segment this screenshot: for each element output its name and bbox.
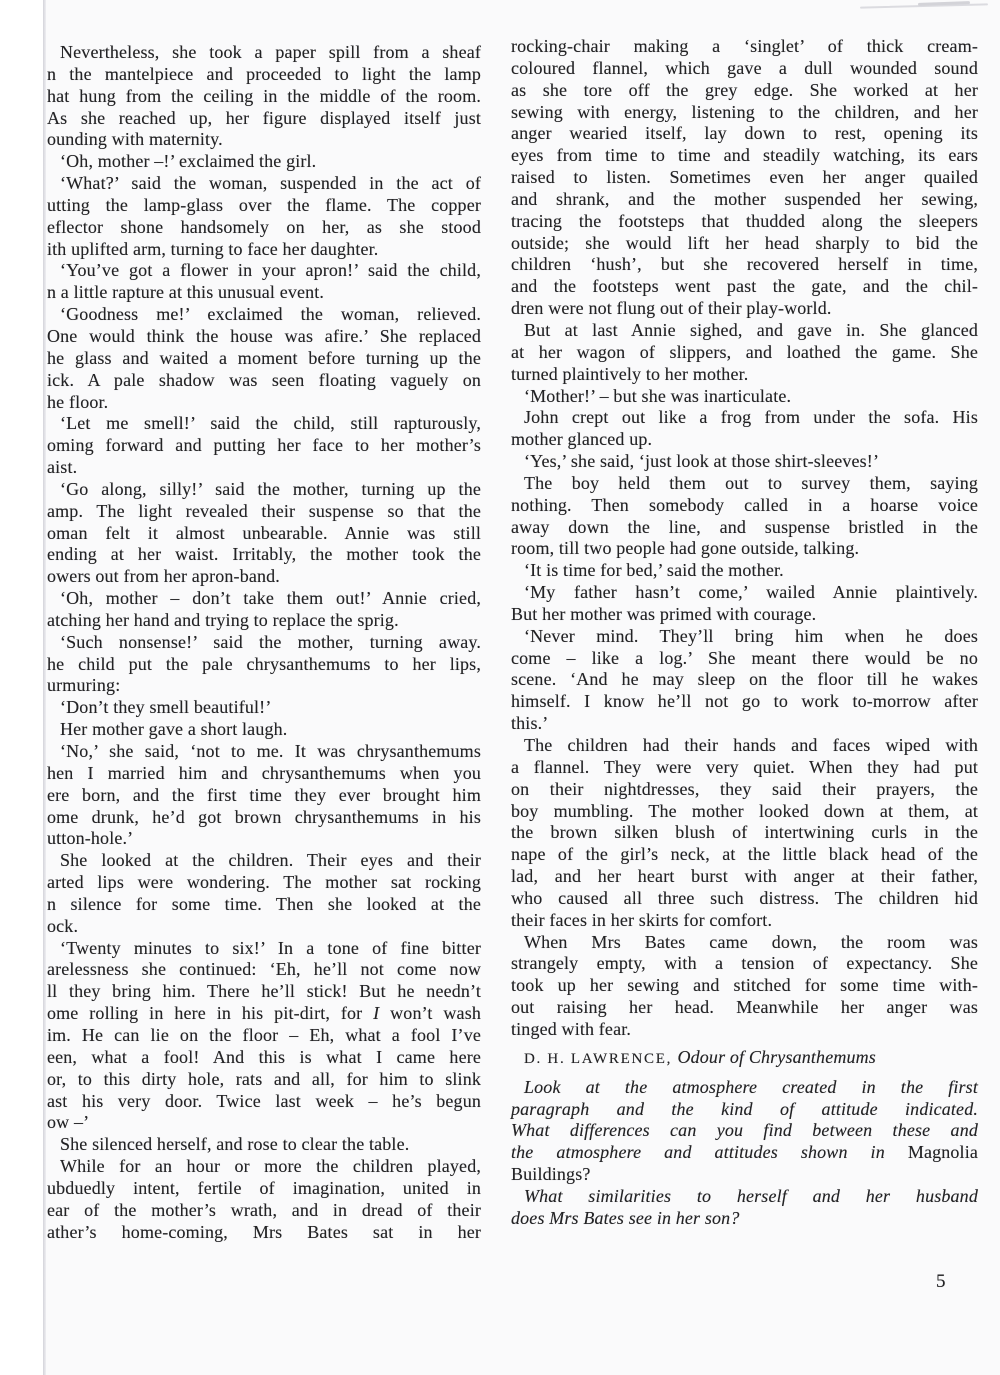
text-line [47, 217, 481, 239]
body-text: urmuring: [47, 675, 121, 696]
text-line [511, 102, 978, 124]
text-line [47, 42, 481, 64]
body-text: ‘Don’t they smell beautiful!’ [60, 697, 272, 718]
text-line [511, 713, 978, 735]
body-text: scene. ‘And he may sleep on the floor till he wakes [511, 669, 978, 690]
text-line [511, 429, 978, 451]
text-line [511, 735, 978, 757]
body-text: utting the lamp-glass over the flame. The copper [47, 194, 481, 215]
body-text: tracing the footsteps that thudded along the sleepers [511, 210, 978, 231]
text-line [47, 86, 481, 108]
body-text: The children had their hands and faces wiped with [524, 735, 978, 755]
body-text: ast his very door. Twice last week – he’s begun [47, 1090, 481, 1111]
body-text: raised to listen. Sometimes even her anger quailed [511, 167, 978, 188]
text-line [511, 145, 978, 167]
body-text: ‘Let me smell!’ said the child, still rapturously, [60, 413, 481, 434]
text-line [511, 1208, 978, 1230]
body-text: Magnolia [907, 1142, 978, 1163]
body-text: ow –’ [47, 1112, 90, 1133]
body-text: aist. [47, 457, 78, 478]
body-text: ‘Mother!’ – but she was inarticulate. [524, 385, 792, 406]
text-line [47, 981, 481, 1003]
text-line [511, 254, 978, 276]
text-line [47, 632, 481, 654]
body-text: he floor. [47, 391, 109, 412]
text-line [511, 517, 978, 539]
body-text: ather’s home-coming, Mrs Bates sat in her [47, 1221, 481, 1242]
text-line [47, 1047, 481, 1069]
text-line [47, 173, 481, 195]
text-line [511, 888, 978, 910]
body-text: ‘Twenty minutes to six!’ In a tone of fine bitter [60, 937, 481, 958]
text-line [511, 386, 978, 408]
body-text: at her wagon of slippers, and loathed the game. She [511, 341, 978, 362]
body-text: ‘My father hasn’t come,’ wailed Annie plaintively. [524, 582, 978, 603]
text-line [47, 435, 481, 457]
body-text: What differences can you find between these and [511, 1120, 978, 1141]
body-text: eyes from time to time and steadily watching, its ears [511, 145, 978, 166]
text-line [47, 501, 481, 523]
text-line [511, 36, 978, 58]
text-line [511, 233, 978, 255]
text-line [47, 719, 481, 741]
text-line [511, 1099, 978, 1121]
text-line [511, 560, 978, 582]
text-line [511, 822, 978, 844]
body-text: outside; she would lift her head sharply to bid the [511, 232, 978, 253]
body-text: ‘No,’ she said, ‘not to me. It was chrysanthemums [60, 741, 481, 761]
page-edge-line [43, 0, 46, 1375]
body-text: She looked at the children. Their eyes and their [60, 850, 481, 871]
text-line [47, 1178, 481, 1200]
body-text: hen I married him and chrysanthemums when you [47, 762, 481, 783]
text-line [511, 648, 978, 670]
text-line [47, 64, 481, 86]
body-text: ‘Oh, mother –!’ exclaimed the girl. [60, 151, 317, 172]
body-text: ‘Such nonsense!’ said the mother, turning away. [60, 631, 481, 652]
body-text: ome rolling in here in his pit-dirt, for [47, 1003, 374, 1024]
text-line [511, 1077, 978, 1099]
body-text: When Mrs Bates came down, the room was [524, 931, 978, 952]
body-text: Nevertheless, she took a paper spill from a sheaf [60, 42, 481, 62]
body-text: dren were not flung out of their play-world. [511, 298, 832, 319]
text-line [47, 129, 481, 151]
body-text: oman felt it almost unbearable. Annie was still [47, 522, 481, 543]
text-line [511, 320, 978, 342]
body-text: lad, and her heart burst with anger at their father, [511, 866, 978, 887]
text-line [511, 1142, 978, 1164]
body-text: won’t wash [379, 1003, 481, 1024]
body-text: children ‘hush’, but she recovered herself in time, [511, 254, 978, 275]
body-text: amp. The light revealed their suspense so that the [47, 500, 481, 521]
text-line [47, 544, 481, 566]
text-line [511, 866, 978, 888]
text-line [511, 691, 978, 713]
body-text: out raising her head. Meanwhile her anger was [511, 997, 978, 1018]
italic-text: I [373, 1003, 380, 1024]
text-line [47, 959, 481, 981]
body-text: arelessness she continued: ‘Eh, he’ll not come now [47, 959, 481, 980]
body-text: What similarities to herself and her husband [524, 1185, 978, 1206]
text-line [47, 588, 481, 610]
text-line [511, 451, 978, 473]
body-text: does Mrs Bates see in her son? [511, 1207, 740, 1228]
body-text: But her mother was primed with courage. [511, 603, 817, 624]
body-text: paragraph and the kind of attitude indicated. [511, 1098, 978, 1119]
body-text: he child put the pale chrysanthemums to her lips, [47, 653, 481, 674]
text-line [47, 610, 481, 632]
body-text: ll they bring him. There he’ll stick! But he needn’t [47, 981, 481, 1002]
body-text: But at last Annie sighed, and gave in. She glanced [524, 319, 978, 340]
body-text: n the mantelpiece and proceeded to light the lamp [47, 63, 481, 84]
body-text: ere born, and the first time they ever brought him [47, 784, 481, 805]
body-text: ‘Go along, silly!’ said the mother, turning up the [60, 478, 481, 499]
text-line [47, 1025, 481, 1047]
text-line [47, 326, 481, 348]
text-line [47, 260, 481, 282]
body-text: away down the line, and suspense bristled in the [511, 516, 978, 537]
body-text: een, what a fool! And this is what I came here [47, 1046, 481, 1067]
text-line [47, 654, 481, 676]
body-text: owers out from her apron-band. [47, 566, 280, 587]
body-text: ‘What?’ said the woman, suspended in the act of [60, 173, 481, 194]
text-line [47, 479, 481, 501]
body-text: or, to this dirty hole, rats and all, for him to slink [47, 1068, 481, 1089]
body-text: Her mother gave a short laugh. [60, 719, 288, 740]
body-text: ick. A pale shadow was seen floating vaguely on [47, 369, 481, 390]
body-text: While for an hour or more the children played, [60, 1156, 481, 1177]
text-line [511, 1120, 978, 1142]
body-text: ‘Never mind. They’ll bring him when he does [524, 625, 978, 646]
text-line [47, 938, 481, 960]
text-line [511, 844, 978, 866]
body-text: utton-hole.’ [47, 828, 134, 849]
text-line [47, 828, 481, 850]
text-line [47, 741, 481, 763]
body-text: ear of the mother’s wrath, and in dread of their [47, 1199, 481, 1220]
text-line [511, 997, 978, 1019]
text-line [511, 669, 978, 691]
body-text: ounding with maternity. [47, 129, 223, 150]
text-line [47, 1156, 481, 1178]
scan-margin-strip [0, 0, 43, 1375]
text-line [511, 1186, 978, 1208]
text-line [47, 872, 481, 894]
body-text: boy mumbling. The mother looked down at them, at [511, 800, 978, 821]
body-text: sewing with energy, listening to the children, and her [511, 101, 978, 122]
body-text: hat hung from the ceiling in the middle of the room. [47, 85, 481, 106]
body-text: ith uplifted arm, turning to face her daughter. [47, 238, 379, 259]
text-line [47, 850, 481, 872]
text-line [47, 413, 481, 435]
text-line [47, 195, 481, 217]
text-line [511, 342, 978, 364]
text-line [47, 370, 481, 392]
text-line [47, 785, 481, 807]
text-line [47, 763, 481, 785]
body-text: and shrank, and the mother suspended her sewing, [511, 188, 978, 209]
text-line [511, 604, 978, 626]
body-text: eflector shone handsomely on her, as she stood [47, 216, 481, 237]
text-line [511, 1164, 978, 1186]
body-text: ‘Oh, mother – don’t take them out!’ Annie cried, [60, 588, 481, 609]
italic-text: the atmosphere and attitudes shown in [511, 1142, 908, 1163]
body-text: who caused all three such distress. The children hid [511, 887, 978, 908]
attribution-line [511, 1047, 978, 1071]
text-line [511, 276, 978, 298]
scan-smudge-mark [860, 1, 988, 10]
body-text: As she reached up, her figure displayed itself just [47, 107, 481, 128]
text-line [511, 975, 978, 997]
body-text: rocking-chair making a ‘singlet’ of thick cream- [511, 36, 978, 56]
text-line [47, 457, 481, 479]
text-line [511, 211, 978, 233]
body-text: atching her hand and trying to replace the sprig. [47, 609, 399, 630]
body-text: he glass and waited a moment before turning up the [47, 347, 481, 368]
body-text: oming forward and putting her face to her mother’s [47, 435, 481, 456]
body-text: arted lips were wondering. The mother sat rocking [47, 872, 481, 893]
body-text: ‘You’ve got a flower in your apron!’ said the child, [60, 260, 481, 281]
text-line [47, 1069, 481, 1091]
body-text: Look at the atmosphere created in the first [524, 1076, 978, 1097]
body-text: coloured flannel, which gave a dull wounded sound [511, 57, 978, 78]
text-line [511, 298, 978, 320]
text-line [511, 757, 978, 779]
text-line [511, 538, 978, 560]
text-line [511, 407, 978, 429]
text-line [47, 807, 481, 829]
text-line [511, 167, 978, 189]
left-column [47, 42, 481, 1243]
text-line [47, 348, 481, 370]
body-text: anger wearied itself, lay down to rest, opening its [511, 123, 978, 144]
text-line [511, 123, 978, 145]
body-text: ‘It is time for bed,’ said the mother. [524, 560, 784, 581]
body-text: himself. I know he’ll not go to work to-morrow after [511, 691, 978, 712]
body-text: strangely empty, with a tension of expectancy. She [511, 953, 978, 974]
body-text: nothing. Then somebody called in a hoarse voice [511, 494, 978, 515]
text-line [511, 932, 978, 954]
text-line [47, 1134, 481, 1156]
body-text: Buildings? [511, 1164, 591, 1185]
body-text: room, till two people had gone outside, talking. [511, 538, 860, 559]
author-name: D. H. LAWRENCE, [524, 1050, 678, 1067]
body-text: ‘Yes,’ she said, ‘just look at those shirt-sleeves!’ [524, 451, 880, 472]
body-text: turned plaintively to her mother. [511, 363, 749, 384]
text-line [47, 697, 481, 719]
text-line [511, 80, 978, 102]
text-line [47, 894, 481, 916]
body-text: a flannel. They were very quiet. When they had put [511, 756, 978, 777]
text-line [47, 239, 481, 261]
body-text: ock. [47, 915, 79, 936]
body-text: One would think the house was afire.’ She replaced [47, 325, 481, 346]
body-text: tinged with fear. [511, 1018, 632, 1039]
text-line [511, 801, 978, 823]
body-text: and the footsteps went past the gate, and the chil- [511, 276, 978, 297]
body-text: mother glanced up. [511, 429, 653, 450]
text-line [511, 1019, 978, 1041]
text-line [47, 282, 481, 304]
body-text: The boy held them out to survey them, saying [524, 472, 978, 493]
text-line [47, 1112, 481, 1134]
text-line [511, 953, 978, 975]
text-line [47, 1222, 481, 1244]
body-text: took up her sewing and stitched for some time with- [511, 975, 978, 996]
body-text: this.’ [511, 713, 549, 734]
text-line [47, 1200, 481, 1222]
body-text: the brown silken blush of intertwining curls in the [511, 822, 978, 843]
right-column [511, 36, 978, 1230]
body-text: n silence for some time. Then she looked at the [47, 893, 481, 914]
body-text: im. He can lie on the floor – Eh, what a fool I’ve [47, 1024, 481, 1045]
text-line [511, 779, 978, 801]
text-line [511, 473, 978, 495]
text-line [47, 566, 481, 588]
text-line [47, 1003, 481, 1025]
body-text: on their nightdresses, they said their prayers, the [511, 778, 978, 799]
text-line [47, 1091, 481, 1113]
text-line [511, 364, 978, 386]
text-line [47, 304, 481, 326]
text-line [47, 523, 481, 545]
body-text: their faces in her skirts for comfort. [511, 909, 773, 930]
page-number: 5 [936, 1271, 946, 1292]
body-text: nape of the girl’s neck, at the little black head of the [511, 844, 978, 865]
body-text: John crept out like a frog from under the sofa. His [524, 407, 978, 428]
text-line [47, 675, 481, 697]
body-text: ubduedly intent, fertile of imagination, united in [47, 1177, 481, 1198]
text-line [511, 58, 978, 80]
body-text: come – like a log.’ She meant there would be no [511, 647, 978, 668]
body-text: n a little rapture at this unusual event. [47, 282, 325, 303]
text-line [511, 495, 978, 517]
text-line [511, 582, 978, 604]
body-text: She silenced herself, and rose to clear the table. [60, 1134, 410, 1155]
body-text: as she tore off the grey edge. She worked at her [511, 79, 978, 100]
text-line [47, 151, 481, 173]
body-text: ‘Goodness me!’ exclaimed the woman, relieved. [60, 304, 481, 325]
text-line [47, 916, 481, 938]
text-line [47, 108, 481, 130]
body-text: ome drunk, he’d got brown chrysanthemums in his [47, 806, 481, 827]
text-line [511, 189, 978, 211]
body-text: ending at her waist. Irritably, the mother took the [47, 544, 481, 565]
text-line [511, 626, 978, 648]
text-line [47, 392, 481, 414]
italic-text: Odour of Chrysanthemums [677, 1046, 876, 1067]
text-line [511, 910, 978, 932]
